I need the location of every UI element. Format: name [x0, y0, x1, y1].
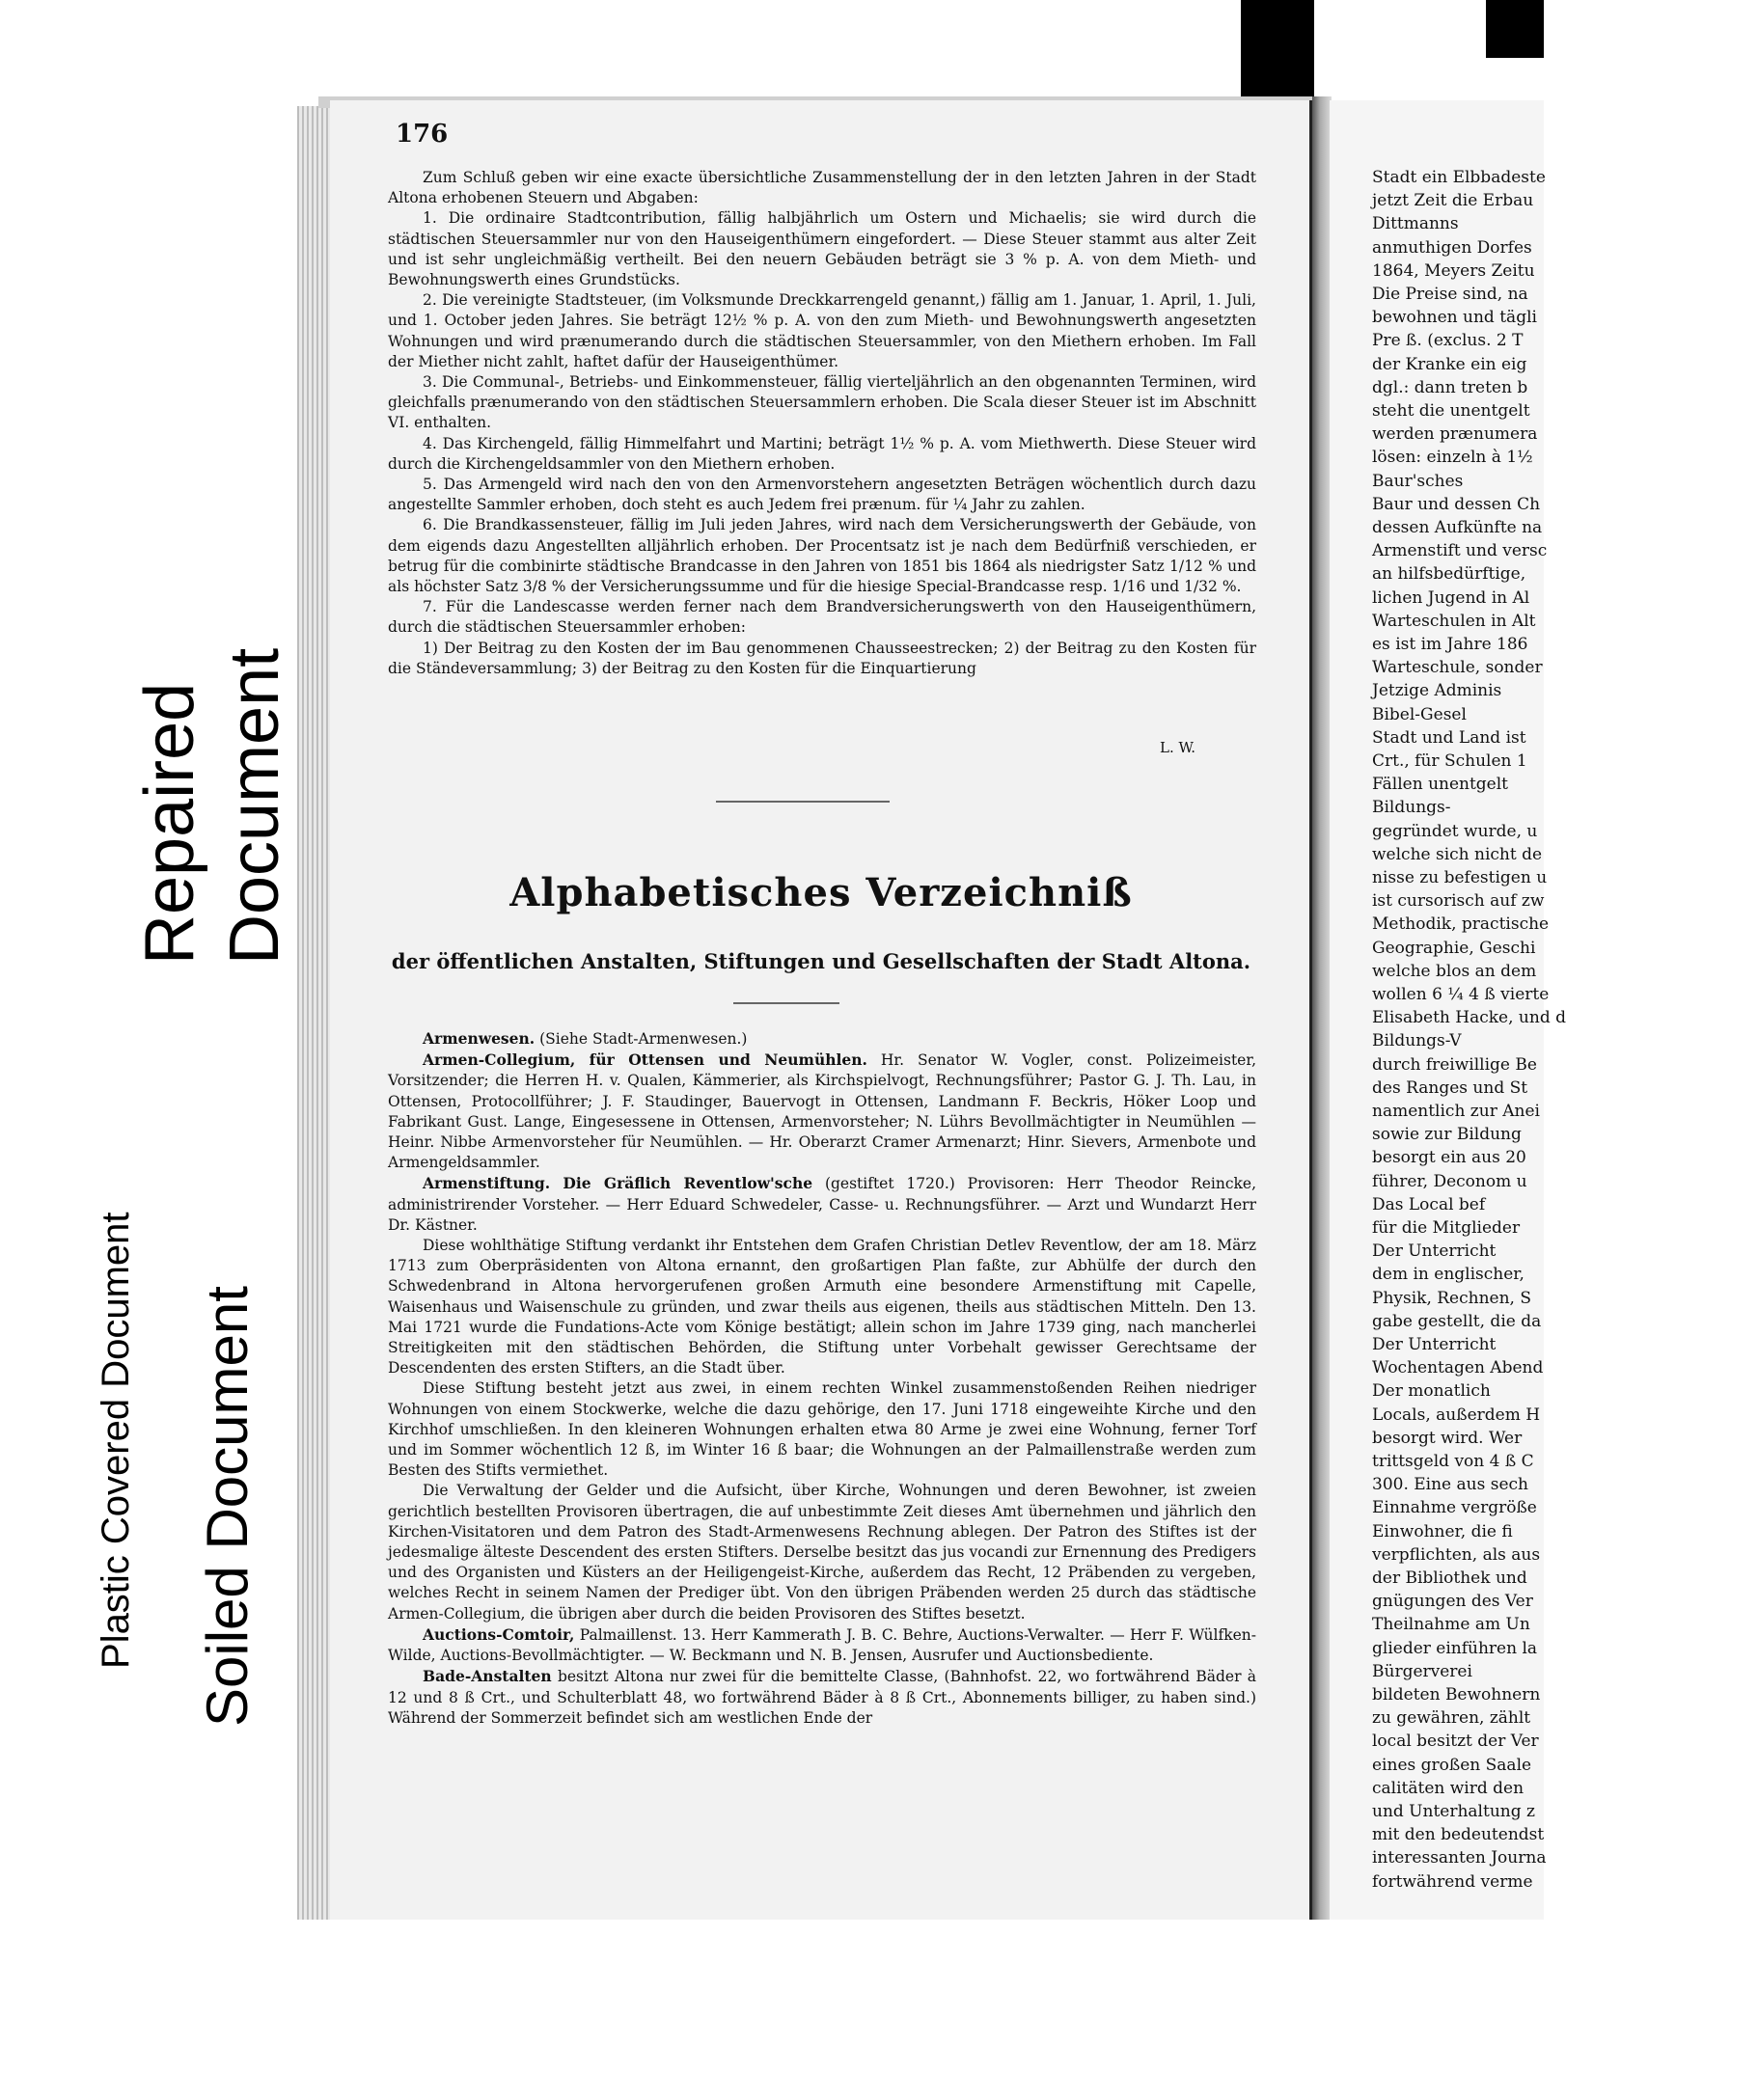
right-page-line: Wochentagen Abend [1372, 1358, 1544, 1378]
right-page-line: Geographie, Geschi [1372, 938, 1536, 958]
right-page-line: Einwohner, die fi [1372, 1521, 1513, 1541]
divider [716, 801, 890, 803]
entry-text: besitzt Altona nur zwei für die bemittelte Classe, (Bahnhofst. 22, wo fortwährend Bäder à 12 und 8 ß Crt., und Schulterblatt 48, wo fortwährend Bäder à 8 ß Crt., Abonnements billiger, zu haben sind.) Während der Sommerzeit befindet sich am westlichen Ende der [388, 1668, 1256, 1727]
entry [388, 1236, 1256, 1378]
right-page-line: namentlich zur Anei [1372, 1102, 1540, 1121]
right-page-line: anmuthigen Dorfes [1372, 237, 1532, 258]
right-page-line: führer, Deconom u [1372, 1171, 1527, 1191]
entry-text: Diese wohlthätige Stiftung verdankt ihr Entstehen dem Grafen Christian Detlev Reventlow, der am 18. März 1713 zum Oberpräsidenten von Altona ernannt, den großartigen Plan faßte, zur Abhülfe der durch den Schwedenbrand in Altona hervorgerufenen großen Armuth eine besondere Armenstiftung mit Capelle, Waisenhaus und Waisenschule zu gründen, und zwar theils aus eigenen, theils aus städtischen Mitteln. Den 13. Mai 1721 wurde die Fundations-Acte vom Könige bestätigt; allein schon im Jahre 1739 ging, nach mancherlei Streitigkeiten mit den städtischen Behörden, die Stiftung unter Vorbehalt gewisser Gerechtsame der Descendenten des ersten Stifters, an die Stadt über. [388, 1237, 1256, 1377]
right-page-line: Bildungs- [1372, 798, 1451, 818]
entry [388, 1481, 1256, 1623]
right-page-line: interessanten Journa [1372, 1848, 1547, 1868]
intro-item: 4. Das Kirchengeld, fällig Himmelfahrt und Martini; beträgt 1½ % p. A. vom Miethwerth. Diese Steuer wird durch die Kirchengeldsammler von den Miethern erhoben. [388, 434, 1256, 473]
scan-black-corner [1486, 0, 1544, 58]
right-page-line: zu gewähren, zählt [1372, 1708, 1531, 1729]
right-page-line: Das Local bef [1372, 1194, 1486, 1214]
label-repaired: Repaired [131, 682, 208, 965]
entry-head: Bade-Anstalten [423, 1667, 552, 1686]
section-title: Alphabetisches Verzeichniß [509, 870, 1133, 915]
right-page-line: mit den bedeutendst [1372, 1825, 1545, 1845]
right-page-line: Baur'sches [1372, 471, 1464, 491]
right-page-line: Stadt und Land ist [1372, 727, 1526, 748]
intro-item: 5. Das Armengeld wird nach den von den Armenvorstehern angesetzten Beträgen wöchentlich durch dazu angestellte Sammler erhoben, doch steht es auch Jedem frei prænum. für ¼ Jahr zu zahlen. [388, 476, 1256, 514]
entry-head: Armen-Collegium, für Ottensen und Neumühlen. [423, 1050, 867, 1070]
right-page-line: dem in englischer, [1372, 1265, 1525, 1285]
entry [388, 1666, 1256, 1729]
book-page-right [1330, 100, 1566, 1920]
right-page-line: besorgt wird. Wer [1372, 1428, 1523, 1448]
signature: L. W. [1160, 739, 1196, 756]
right-page-line: Die Preise sind, na [1372, 285, 1528, 304]
entry [388, 1378, 1256, 1481]
book-gutter [1312, 96, 1332, 1920]
right-page-line: welche sich nicht de [1372, 844, 1543, 864]
entry-text: Die Verwaltung der Gelder und die Aufsicht, über Kirche, Wohnungen und deren Bewohner, ist zweien gerichtlich bestellten Provisoren übertragen, die auf unbestimmte Zeit dieses Amt übernehmen und jährlich den Kirchen-Visitatoren und dem Patron des Stadt-Armenwesens Rechnung ablegen. Der Patron des Stiftes ist der jedesmalige älteste Descendent des ersten Stifters. Derselbe besitzt das jus vocandi zur Ernennung des Predigers und des Organisten und Küsters an der Heiligengeist-Kirche, außerdem das Recht, 12 Präbenden zu vergeben, welches Recht in seinem Namen der Prediger übt. Von den übrigen Präbenden werden 25 durch das städtische Armen-Collegium, die übrigen aber durch die beiden Provisoren des Stiftes besetzt. [388, 1482, 1256, 1623]
entry [388, 1624, 1256, 1666]
right-page-line: Physik, Rechnen, S [1372, 1288, 1532, 1308]
intro-item: 2. Die vereinigte Stadtsteuer, (im Volksmunde Dreckkarrengeld genannt,) fällig am 1. Januar, 1. April, 1. Juli, und 1. October jeden Jahres. Sie beträgt 12½ % p. A. von den zum Mieth- und Bewohnungswerth angesetzten Wohnungen und wird prænumerando durch die städtischen Steuersammler, von den Miethern erhoben. Im Fall der Miether nicht zahlt, haftet dafür der Hauseigenthümer. [388, 291, 1256, 370]
intro-item: 7. Für die Landescasse werden ferner nach dem Brandversicherungswerth von den Hauseigenthümern, durch die städtischen Steuersammler erhoben: [388, 598, 1256, 637]
right-page-line: jetzt Zeit die Erbau [1372, 191, 1534, 211]
entry [388, 1173, 1256, 1236]
label-plastic-covered: Plastic Covered Document [95, 1212, 137, 1669]
intro-item: 3. Die Communal-, Betriebs- und Einkommensteuer, fällig vierteljährlich an den obgenannten Terminen, wird gleichfalls prænumerando von den städtischen Steuersammlern erhoben. Die Scala dieser Steuer ist im Abschnitt VI. enthalten. [388, 373, 1256, 432]
right-page-line: wollen 6 ¼ 4 ß vierte [1372, 985, 1550, 1004]
section-subtitle: der öffentlichen Anstalten, Stiftungen und Gesellschaften der Stadt Altona. [391, 949, 1251, 973]
entry-text: Hr. Senator W. Vogler, const. Polizeimeister, Vorsitzender; die Herren H. v. Qualen, Kämmerier, als Kirchspielvogt, Rechnungsführer; Pastor G. J. Th. Lau, in Ottensen, Protocollführer; J. F. Staudinger, Bauervogt in Ottensen, Landmann F. Beckris, Höker Loop und Fabrikant Gust. Lange, Eingesessene in Ottensen, Armenvorsteher; N. Lührs Bevollmächtigter in Neumühlen — Heinr. Nibbe Armenvorsteher für Neumühlen. — Hr. Oberarzt Cramer Armenarzt; Hinr. Sievers, Armenbote und Armengeldsammler. [388, 1051, 1256, 1172]
intro-lead: Zum Schluß geben wir eine exacte übersichtliche Zusammenstellung der in den letzten Jahren in der Stadt Altona erhobenen Steuern und Abgaben: [388, 169, 1256, 207]
right-page-line: fortwährend verme [1372, 1871, 1533, 1892]
right-page-line: Stadt ein Elbbadeste [1372, 168, 1546, 187]
right-page-line: 1864, Meyers Zeitu [1372, 260, 1535, 281]
right-page-line: an hilfsbedürftige, [1372, 564, 1526, 585]
right-page-line: Warteschule, sonder [1372, 658, 1543, 678]
intro-section [388, 168, 1256, 679]
right-page-line: Elisabeth Hacke, und d [1372, 1008, 1566, 1028]
right-page-line: nisse zu befestigen u [1372, 868, 1548, 887]
right-page-line: steht die unentgelt [1372, 401, 1530, 421]
right-page-line: Pre ß. (exclus. 2 T [1372, 331, 1524, 351]
right-page-line: Baur und dessen Ch [1372, 494, 1541, 514]
right-page-line: für die Mitglieder [1372, 1218, 1521, 1238]
right-page-line: dgl.: dann treten b [1372, 377, 1528, 397]
right-page-line: durch freiwillige Be [1372, 1054, 1537, 1075]
entry-head: Armenstiftung. Die Gräflich Reventlow'sche [423, 1174, 813, 1193]
right-page-line: gabe gestellt, die da [1372, 1311, 1542, 1331]
right-page-line: Der Unterricht [1372, 1241, 1497, 1262]
right-page-line: des Ranges und St [1372, 1077, 1528, 1098]
label-soiled: Soiled Document [195, 1286, 260, 1727]
entry-head: Armenwesen. [423, 1029, 536, 1048]
right-page-line: dessen Aufkünfte na [1372, 518, 1543, 537]
right-page-line: Jetzige Adminis [1372, 681, 1502, 701]
book-page-left [330, 100, 1312, 1920]
right-page-line: Crt., für Schulen 1 [1372, 751, 1527, 771]
scan-black-bar [1241, 0, 1314, 100]
intro-item: 1) Der Beitrag zu den Kosten der im Bau genommenen Chausseestrecken; 2) der Beitrag zu den Kosten für die Ständeversammlung; 3) der Beitrag zu den Kosten für die Einquartierung [388, 639, 1256, 677]
right-page-line: gnügungen des Ver [1372, 1592, 1533, 1612]
entries-section [388, 1028, 1256, 1729]
right-page-line: bildeten Bewohnern [1372, 1685, 1541, 1705]
right-page-line: 300. Eine aus sech [1372, 1475, 1528, 1495]
right-page-line: Warteschulen in Alt [1372, 611, 1536, 631]
entry-head: Auctions-Comtoir, [423, 1624, 575, 1644]
entry-text: Diese Stiftung besteht jetzt aus zwei, in einem rechten Winkel zusammenstoßenden Reihen niedriger Wohnungen von einem Stockwerke, welche die dazu gehörige, den 17. Juni 1718 eingeweihte Kirche und den Kirchhof umschließen. In den kleineren Wohnungen erhalten etwa 80 Arme je zwei eine Wohnung, ferner Torf und im Sommer wöchentlich 12 ß, im Winter 16 ß baar; die Wohnungen an der Palmaillenstraße werden zum Besten des Stifts vermiethet. [388, 1379, 1256, 1480]
right-page-line: local besitzt der Ver [1372, 1732, 1539, 1752]
side-labels [0, 0, 309, 2100]
right-page-line: Dittmanns [1372, 214, 1459, 234]
entry-text: (gestiftet 1720.) Provisoren: Herr Theodor Reincke, administrirender Vorsteher. — Herr Eduard Schwedeler, Casse- u. Rechnungsführer. — Arzt und Wundarzt Herr Dr. Kästner. [388, 1175, 1256, 1234]
right-page-line: Theilnahme am Un [1372, 1615, 1530, 1635]
label-document: Document [216, 647, 293, 965]
intro-item: 6. Die Brandkassensteuer, fällig im Juli jeden Jahres, wird nach dem Versicherungswerth der Gebäude, von dem eigends dazu Angestellten alljährlich erhoben. Der Procentsatz ist je nach dem Bedürfniß verschieden, er betrug für die combinirte städtische Brandcasse in den Jahren von 1851 bis 1864 als niedrigster Satz 1/12 % und als höchster Satz 3/8 % der Versicherungssumme und für die hiesige Special-Brandcasse resp. 1/16 und 1/32 %. [388, 516, 1256, 596]
right-page-line: bewohnen und tägli [1372, 308, 1537, 328]
right-page-line: werden prænumera [1372, 424, 1538, 445]
page-number: 176 [396, 120, 449, 149]
entry [388, 1028, 1256, 1050]
right-page-line: sowie zur Bildung [1372, 1125, 1522, 1145]
right-page-line: Der monatlich [1372, 1381, 1491, 1402]
intro-item: 1. Die ordinaire Stadtcontribution, fällig halbjährlich um Ostern und Michaelis; sie wird durch die städtischen Steuersammler nur von den Hauseigenthümern eingefordert. — Diese Steuer stammt aus alter Zeit und ist sehr ungleichmäßig vertheilt. Bei den neuern Gebäuden beträgt sie 3 % p. A. von dem Mieth- und Bewohnungswerth eines Grundstücks. [388, 209, 1256, 289]
right-page-line: Armenstift und versc [1372, 541, 1548, 561]
right-page-line: Fällen unentgelt [1372, 775, 1509, 795]
right-page-line: eines großen Saale [1372, 1755, 1532, 1775]
right-page-line: Locals, außerdem H [1372, 1405, 1541, 1425]
right-page-line: besorgt ein aus 20 [1372, 1148, 1526, 1168]
entry-text: Palmaillenst. 13. Herr Kammerath J. B. C. Behre, Auctions-Verwalter. — Herr F. Wülfken-Wilde, Auctions-Bevollmächtigter. — W. Beckmann und N. B. Jensen, Ausrufer und Auctionsbediente. [388, 1625, 1257, 1665]
right-page-line: Einnahme vergröße [1372, 1498, 1537, 1518]
right-page-line: trittsgeld von 4 ß C [1372, 1452, 1534, 1471]
right-page-line: es ist im Jahre 186 [1372, 635, 1528, 654]
right-page-line: Methodik, practische [1372, 914, 1550, 935]
right-page-line: welche blos an dem [1372, 961, 1537, 981]
right-page-line: Der Unterricht [1372, 1335, 1497, 1354]
right-page-line: gegründet wurde, u [1372, 821, 1538, 841]
right-page-line: und Unterhaltung z [1372, 1802, 1535, 1821]
right-page-line: Bürgerverei [1372, 1661, 1472, 1681]
right-page-line: calitäten wird den [1372, 1778, 1525, 1798]
right-page-line: glieder einführen la [1372, 1638, 1538, 1658]
book-page-edges [297, 106, 332, 1920]
entry [388, 1050, 1256, 1173]
right-page-line: verpflichten, als aus [1372, 1544, 1541, 1565]
right-page-line: lichen Jugend in Al [1372, 587, 1530, 608]
right-page-line: Bibel-Gesel [1372, 704, 1467, 724]
entry-text: (Siehe Stadt-Armenwesen.) [539, 1030, 748, 1048]
right-page-line: der Bibliothek und [1372, 1568, 1527, 1588]
right-page-line: Bildungs-V [1372, 1031, 1462, 1051]
right-page-line: ist cursorisch auf zw [1372, 891, 1545, 912]
right-page-line: der Kranke ein eig [1372, 354, 1527, 374]
divider [733, 1002, 839, 1004]
right-page-line: lösen: einzeln à 1½ [1372, 448, 1533, 468]
